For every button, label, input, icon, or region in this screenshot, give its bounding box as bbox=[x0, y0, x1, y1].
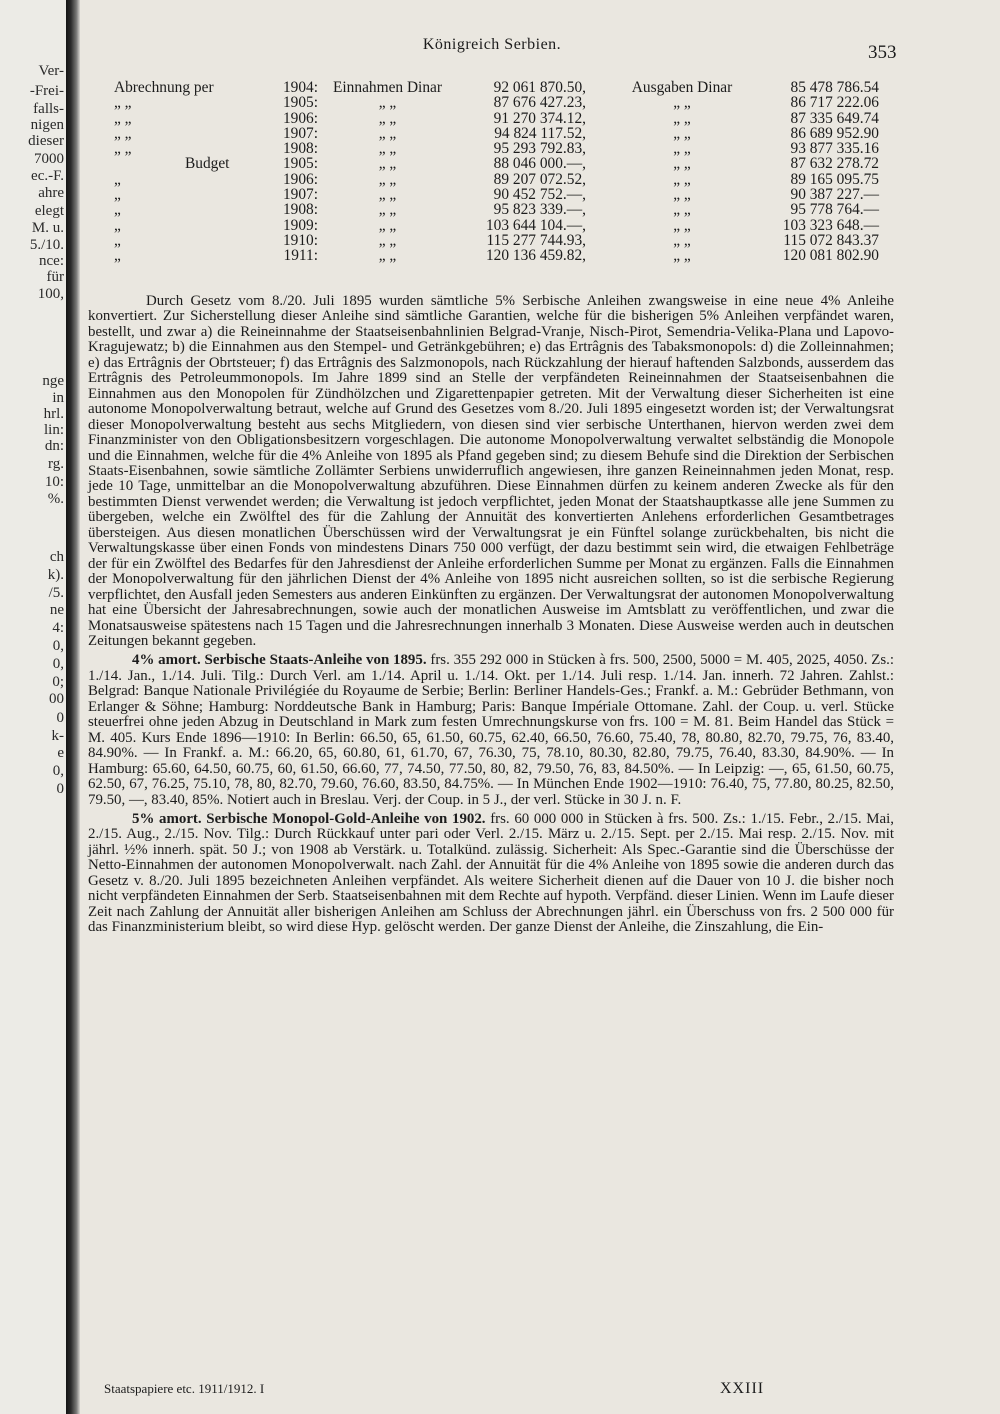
adjacent-page-strip bbox=[0, 0, 66, 1414]
adjacent-page-fragment: dn: bbox=[44, 438, 64, 454]
adjacent-page-fragment: k). bbox=[47, 567, 64, 583]
table-row bbox=[82, 248, 982, 263]
row-year: 1907: bbox=[282, 124, 318, 142]
adjacent-page-fragment: ahre bbox=[38, 185, 64, 201]
section-title: 4% amort. Serbische Staats-Anleihe von 1895. bbox=[132, 652, 427, 669]
income-value: 115 277 744.93, bbox=[486, 231, 586, 249]
row-label: Abrechnung per bbox=[114, 79, 214, 96]
body-text bbox=[88, 294, 894, 936]
expense-label: Ausgaben Dinar bbox=[631, 79, 733, 96]
adjacent-page-fragment: 0, bbox=[52, 656, 64, 672]
income-label: „ „ bbox=[378, 201, 397, 219]
income-value: 120 136 459.82, bbox=[485, 247, 586, 265]
income-value: 87 676 427.23, bbox=[493, 94, 586, 112]
row-year: 1908: bbox=[282, 201, 318, 219]
section-title: 5% amort. Serbische Monopol-Gold-Anleihe von 1902. bbox=[132, 810, 486, 827]
table-row bbox=[82, 126, 982, 141]
adjacent-page-fragment: nge bbox=[42, 373, 64, 389]
income-label: „ „ bbox=[378, 109, 397, 127]
adjacent-page-fragment: -Frei- bbox=[29, 83, 64, 99]
adjacent-page-fragment: 0, bbox=[52, 638, 64, 654]
expense-value: 120 081 802.90 bbox=[782, 247, 879, 265]
adjacent-page-fragment: elegt bbox=[34, 203, 64, 219]
row-label: „ bbox=[114, 201, 121, 219]
adjacent-page-fragment: M. u. bbox=[31, 220, 64, 236]
income-value: 92 061 870.50, bbox=[493, 79, 586, 96]
income-value: 89 207 072.52, bbox=[493, 170, 586, 188]
adjacent-page-fragment: hrl. bbox=[43, 406, 64, 422]
income-label: „ „ bbox=[378, 170, 397, 188]
adjacent-page-fragment: 4: bbox=[52, 620, 64, 636]
adjacent-page-fragment: ne bbox=[49, 602, 64, 618]
table-row bbox=[82, 218, 982, 233]
adjacent-page-fragment: nigen bbox=[30, 117, 64, 133]
adjacent-page-fragment: dieser bbox=[28, 133, 64, 149]
table-row bbox=[82, 172, 982, 187]
adjacent-page-fragment: 0 bbox=[56, 710, 64, 726]
adjacent-page-fragment: falls- bbox=[33, 101, 64, 117]
adjacent-page-fragment: 100, bbox=[37, 286, 64, 302]
expense-value: 103 323 648.— bbox=[782, 216, 879, 234]
expense-label: „ „ bbox=[673, 124, 691, 142]
income-label: „ „ bbox=[378, 216, 397, 234]
expense-label: „ „ bbox=[673, 186, 691, 204]
expense-label: „ „ bbox=[673, 247, 691, 265]
adjacent-page-fragment: ec.-F. bbox=[31, 168, 64, 184]
adjacent-page-fragment: ch bbox=[49, 549, 64, 565]
row-year: 1909: bbox=[282, 216, 318, 234]
row-label: „ bbox=[114, 170, 121, 188]
income-label: „ „ bbox=[378, 247, 397, 265]
section-loan-1895 bbox=[88, 653, 894, 808]
income-label: „ „ bbox=[378, 186, 397, 204]
table-row bbox=[82, 156, 982, 171]
adjacent-page-fragment: in bbox=[52, 390, 64, 406]
row-label: „ „ bbox=[114, 109, 132, 127]
row-year: 1911: bbox=[283, 247, 318, 265]
row-label: „ „ bbox=[114, 94, 132, 112]
page bbox=[82, 0, 1000, 1414]
adjacent-page-fragment: 5./10. bbox=[29, 237, 64, 253]
adjacent-page-fragment: lin: bbox=[43, 422, 64, 438]
table-row bbox=[82, 80, 982, 95]
adjacent-page-fragment: 00 bbox=[49, 691, 64, 707]
expense-label: „ „ bbox=[673, 94, 691, 112]
expense-value: 87 335 649.74 bbox=[790, 109, 879, 127]
income-value: 91 270 374.12, bbox=[493, 109, 586, 127]
row-year: 1908: bbox=[282, 140, 318, 158]
adjacent-page-fragment: /5. bbox=[48, 585, 64, 601]
row-label: „ bbox=[114, 216, 121, 234]
adjacent-page-fragment: rg. bbox=[48, 456, 64, 472]
row-label: Budget bbox=[185, 155, 230, 173]
expense-value: 85 478 786.54 bbox=[790, 79, 879, 96]
row-year: 1905: bbox=[282, 155, 318, 173]
page-number: 353 bbox=[868, 42, 897, 63]
row-year: 1907: bbox=[282, 186, 318, 204]
expense-value: 89 165 095.75 bbox=[790, 170, 879, 188]
row-year: 1905: bbox=[282, 94, 318, 112]
adjacent-page-fragment: 7000 bbox=[34, 151, 64, 167]
table-row bbox=[82, 233, 982, 248]
expense-value: 86 717 222.06 bbox=[790, 94, 879, 112]
income-value: 95 293 792.83, bbox=[493, 140, 586, 158]
row-year: 1910: bbox=[282, 231, 318, 249]
expense-value: 95 778 764.— bbox=[790, 201, 879, 219]
paragraph-conversion: Durch Gesetz vom 8./20. Juli 1895 wurden sämtliche 5% Serbische Anleihen zwangsweise in eine neue 4% Anleihe konvertiert. Zur Sicherstellung dieser Anleihe sind sämtliche Garantien, welche für die bisherigen 5% Anleihen verpfändet waren, bestellt, und zwar a) die Reineinnahme der Staatseisenbahnlinien Belgrad-Vranje, Nisch-Pirot, Semendria-Velika-Plana und Lapovo-Kragujewatz; b) die Einnahmen aus den Stempel- und Getränkgebühren; e) das Ertrâgnis des Tabaksmonopols: d) die Zolleinnahmen; e) das Ertrâgnis der Obrtsteuer; f) das Ertrâgnis des Salzmonopols, nach Rückzahlung der hierauf haftenden Salzbonds, ausserdem das Ertrâgnis des Petroleummonopols. Im Jahre 1899 sind an Stelle der verpfändeten Reineinnahmen der Staatseisenbahnen die Einnahmen aus den Monopolen für Zündhölzchen und Zigarettenpapier getreten. Mit der Verwaltung dieser Sicherheiten ist eine autonome Monopolverwaltung betraut, welche auf Grund des Gesetzes vom 8./20. Juli 1895 eingesetzt worden ist; der Verwaltungsrat dieser Monopolverwaltung besteht aus sechs Mitgliedern, von diesen sind vier serbische Unterthanen, hiervon werden zwei dem Finanzminister von den Obligationsbesitzern vorgeschlagen. Die autonome Monopolverwaltung verwaltet selbständig die Monopole und die Einnahmen, welche für die 4% Anleihe von 1895 als Pfand gegeben sind; zu diesem Behufe sind die Direktion der Serbischen Staats-Eisenbahnen, sowie sämtliche Zollämter Serbiens unwiderruflich angewiesen, ihre ganzen Reineinnahmen jeden Monat, resp. jede 10 Tage, unmittelbar an die Monopolverwaltung abzuführen. Diese Einnahmen dürfen zu keinem anderen Zwecke als für den bestimmten Dienst verwendet werden; die Verwaltung ist jedoch verpflichtet, jeden Monat der Staatshauptkasse alle jene Summen zu übergeben, welche ein Zwölftel des für die Zahlung der Annuität des konvertierten Anlehens erforderlichen Gesamtbetrages übersteigen. Aus diesen monatlichen Überschüssen wird der Verwaltungsrat je ein Fünftel solange zurückbehalten, bis nicht die Verwaltungskasse über einen Fonds von mindestens Dinars 750 000 verfügt, der dazu bestimmt sein wird, die etwaigen Fehlbeträge der für ein Zwölftel des Bedarfes für den Jahresdienst der Anleihe erforderlichen Summe per Monat zu ergänzen. Falls die Einnahmen der Monopolverwaltung für den jährlichen Dienst der 4% Anleihe von 1895 nicht ausreichen sollten, so ist die serbische Regierung verpflichtet, den Ausfall jeden Semesters aus anderen Einkünften zu ergänzen. Der Verwaltungsrat der autonomen Monopolverwaltung hat eine Übersicht der Jahresabrechnungen, sowie auch der monatlichen Ausweise im Amtsblatt zu veröffentlichen, und zwar die Monatsausweise spätestens nach 15 Tagen und die Jahresrechnungen innerhalb 3 Monaten. Diese Ausweise werden auch in deutschen Zeitungen bekannt gegeben. bbox=[88, 293, 894, 649]
income-label: „ „ bbox=[378, 140, 397, 158]
adjacent-page-fragment: 0; bbox=[52, 674, 64, 690]
income-label: „ „ bbox=[378, 231, 397, 249]
section-text: frs. 60 000 000 in Stücken à frs. 500. Zs.: 1./15. Febr., 2./15. Mai, 2./15. Aug., 2./15. Nov. Tilg.: Durch Rückkauf unter pari oder Verl. 2./15. März u. 2./15. Sept. per 2./15. Mai resp. 2./15. Nov. mit jährl. ½% innerh. spät. 50 J.; von 1908 ab Verstärk. u. Totalkünd. zulässig. Sicherheit: Als Spec.-Garantie sind die Überschüsse der Netto-Einnahmen der autonomen Monopolverwalt. nach Zahl. der Annuität für die 4% Anleihe von 1895 sowie die anderen durch das Gesetz v. 8./20. Juli 1895 bezeichneten Anleihen verpfändet. Als weitere Sicherheit dienen auf die Dauer von 10 J. die bisher noch nicht verpfändeten Einnahmen der Serb. Staatseisenbahnen mit dem Rechte auf hypoth. Verpfänd. dieser Linien. Wenn im Laufe dieser Zeit nach Zahlung der Annuität aller bisherigen Anleihen am Schluss der Abrechnungen jährl. ein Überschuss von frs. 2 500 000 für das Finanzministerium bleibt, so wird diese Hyp. gelöscht werden. Der ganze Dienst der Anleihe, die Zinszahlung, die Ein- bbox=[88, 810, 894, 936]
row-label: „ „ bbox=[114, 140, 132, 158]
row-year: 1906: bbox=[282, 109, 318, 127]
adjacent-page-fragment: für bbox=[46, 269, 64, 285]
section-loan-1902 bbox=[88, 812, 894, 936]
binding-gutter bbox=[66, 0, 80, 1414]
income-label: „ „ bbox=[378, 155, 397, 173]
adjacent-page-fragment: k- bbox=[51, 728, 64, 744]
income-value: 90 452 752.—, bbox=[493, 186, 586, 204]
expense-value: 93 877 335.16 bbox=[790, 140, 879, 158]
expense-label: „ „ bbox=[673, 216, 691, 234]
row-label: „ „ bbox=[114, 124, 132, 142]
expense-value: 90 387 227.— bbox=[790, 186, 879, 204]
table-row bbox=[82, 187, 982, 202]
income-value: 94 824 117.52, bbox=[494, 124, 586, 142]
expense-label: „ „ bbox=[673, 109, 691, 127]
table-row bbox=[82, 95, 982, 110]
income-value: 95 823 339.—, bbox=[493, 201, 586, 219]
income-label: „ „ bbox=[378, 124, 397, 142]
adjacent-page-fragment: 0, bbox=[52, 763, 64, 779]
footer-sheet-number: XXIII bbox=[720, 1380, 765, 1397]
income-label: Einnahmen Dinar bbox=[333, 79, 442, 96]
row-year: 1906: bbox=[282, 170, 318, 188]
adjacent-page-fragment: Ver- bbox=[38, 63, 64, 79]
accounts-table bbox=[82, 80, 982, 264]
expense-value: 86 689 952.90 bbox=[790, 124, 879, 142]
table-row bbox=[82, 202, 982, 217]
expense-label: „ „ bbox=[673, 140, 691, 158]
income-value: 103 644 104.—, bbox=[485, 216, 586, 234]
expense-value: 87 632 278.72 bbox=[790, 155, 879, 173]
table-row bbox=[82, 141, 982, 156]
adjacent-page-fragment: %. bbox=[47, 491, 64, 507]
table-row bbox=[82, 111, 982, 126]
expense-label: „ „ bbox=[673, 231, 691, 249]
expense-label: „ „ bbox=[673, 201, 691, 219]
row-year: 1904: bbox=[282, 79, 318, 96]
adjacent-page-fragment: nce: bbox=[39, 253, 64, 269]
income-label: „ „ bbox=[378, 94, 397, 112]
row-label: „ bbox=[114, 231, 121, 249]
adjacent-page-fragment: 10: bbox=[44, 474, 64, 490]
section-text: frs. 355 292 000 in Stücken à frs. 500, 2500, 5000 = M. 405, 2025, 4050. Zs.: 1./14. Jan., 1./14. Juli. Tilg.: Durch Verl. am 1./14. April u. 1./14. Okt. per 1./14. Juli resp. 1./14. Jan. innerh. 72 Jahren. Zahlst.: Belgrad: Banque Nationale Privilégiée du Royaume de Serbie; Berlin: Berliner Handels-Ges.; Frankf. a. M.: Gebrüder Bethmann, von Erlanger & Söhne; Hamburg: Norddeutsche Bank in Hamburg; Paris: Banque Impériale Ottomane. Zahl. der Coup. u. verl. Stücke steuerfrei ohne jeden Abzug in Deutschland in Mark zum festen Umrechnungskurse von frs. 100 = M. 81. Beim Handel das Stück = M. 405. Kurs Ende 1896—1910: In Berlin: 66.50, 65, 61.50, 60.75, 62.40, 66.50, 76.60, 75.40, 78, 80.80, 82.70, 79.75, 76, 83.40, 84.90%. — In Frankf. a. M.: 66.20, 65, 60.80, 61, 61.70, 67, 76.30, 75, 78.10, 80.30, 82.80, 79.75, 76.40, 83.30, 84.90%. — In Hamburg: 65.60, 64.50, 60.75, 60, 61.50, 66.60, 77, 74.50, 77.50, 80, 82, 79.50, 76, 83, 84.50%. — In Leipzig: —, 65, 61.50, 60.75, 62.50, 67, 76.25, 75.10, 78, 80, 82.70, 79.60, 76.60, 83.50, 84.75%. — In München Ende 1902—1910: 76.40, 75, 77.80, 80.25, 82.50, 79.50, —, 83.40, 85%. Notiert auch in Breslau. Verj. der Coup. in 5 J., der verl. Stücke in 30 J. n. F. bbox=[88, 652, 894, 808]
expense-value: 115 072 843.37 bbox=[783, 231, 879, 249]
row-label: „ bbox=[114, 186, 121, 204]
footer-signature: Staatspapiere etc. 1911/1912. I bbox=[104, 1381, 265, 1396]
expense-label: „ „ bbox=[673, 155, 691, 173]
adjacent-page-fragment: 0 bbox=[56, 781, 64, 797]
running-head: Königreich Serbien. bbox=[422, 36, 562, 53]
adjacent-page-fragment: e bbox=[57, 745, 64, 761]
expense-label: „ „ bbox=[673, 170, 691, 188]
income-value: 88 046 000.—, bbox=[493, 155, 586, 173]
row-label: „ bbox=[114, 247, 121, 265]
